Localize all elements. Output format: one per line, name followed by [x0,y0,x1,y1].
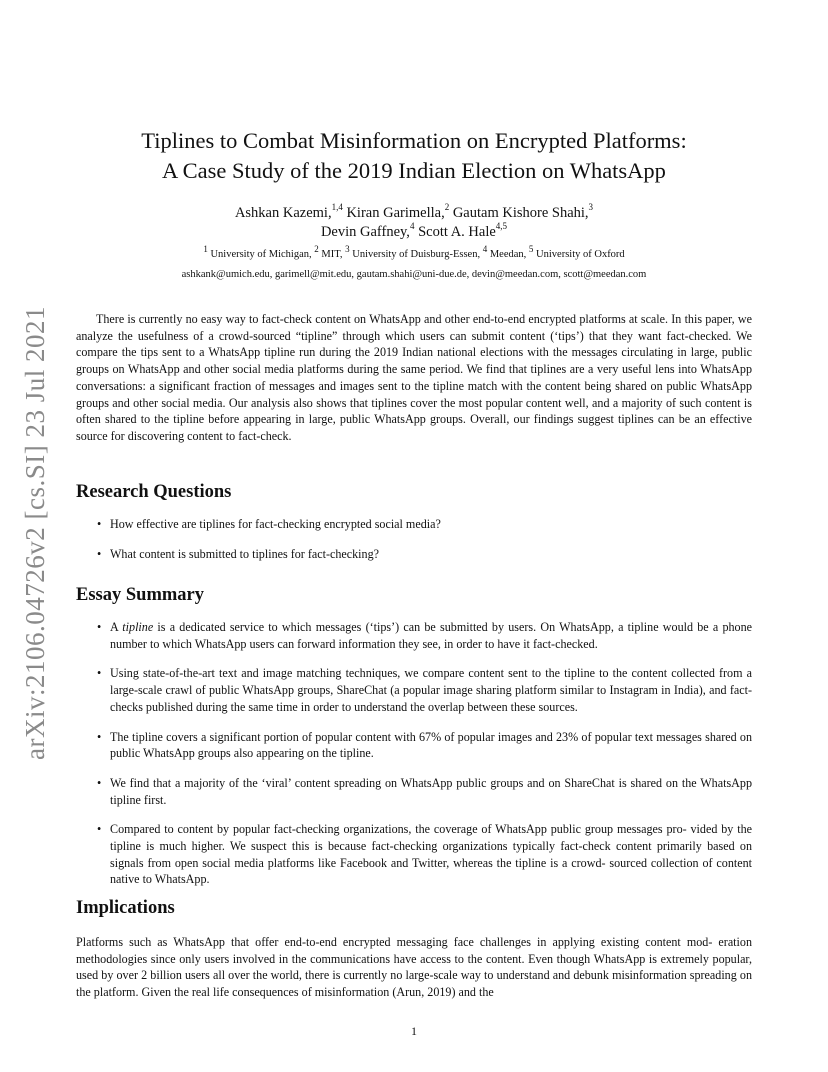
list-item: • How effective are tiplines for fact-checking encrypted social media? [76,516,752,533]
author-emails: ashkank@umich.edu, garimell@mit.edu, gautam.shahi@uni-due.de, devin@meedan.com, scott@meedan.com [181,269,647,280]
author-affiliation: 4,5 [495,221,508,232]
author-name: Ashkan Kazemi, [234,205,332,221]
author-name: Kiran Garimella, [346,205,445,221]
essay-summary-heading: Essay Summary [76,585,204,605]
page-number: 1 [411,1024,417,1038]
list-item: • A tipline is a dedicated service to which messages (‘tips’) can be submitted by users. On WhatsApp, a tipline would be a phone number to which WhatsApp users can forward information they see, in order to have it fact-checked. [76,619,752,652]
research-questions-list [76,516,752,575]
list-item: • The tipline covers a significant portion of popular content with 67% of popular images and 23% of popular text messages shared on public WhatsApp groups also appearing on the tipline. [76,729,752,762]
arxiv-stamp: arXiv:2106.04726v2 [cs.SI] 23 Jul 2021 [20,306,50,760]
author-affiliation: 4 [409,221,415,232]
title-block [76,126,752,282]
author-affiliation: 3 [588,202,594,213]
affiliations: $^1$ University of Michigan, $^2$ MIT, $^3$ University of Duisburg-Essen, $^4$ Meedan, $^5$ University of Oxford [203,243,625,260]
paper-title [76,126,752,186]
list-item: • We find that a majority of the ‘viral’ content spreading on WhatsApp public groups and on ShareChat is shared on the WhatsApp tipline first. [76,775,752,808]
list-item: • Using state-of-the-art text and image matching techniques, we compare content sent to the tipline to the content collected from a large-scale crawl of public WhatsApp groups, ShareChat (a popular image sharing platform similar to Instagram in India), and fact-checks published during the same time in order to understand the overlap between these sources. [76,665,752,715]
implications-heading: Implications [76,898,175,918]
essay-summary-list [76,619,752,901]
implications-text: Platforms such as WhatsApp that offer end-to-end encrypted messaging face challenges in applying existing content mod- eration methodologies since only users involved in the communications have access to the content. Even though WhatsApp is extremely popular, used by over 2 billion users all over the world, there is currently no large-scale way to understand and debunk misinformation spreading on the platform. Given the real life consequences of misinformation (Arun, 2019) and the [76,935,752,1000]
author-affiliation: 1,4 [331,202,343,213]
title-line-1: Tiplines to Combat Misinformation on Encrypted Platforms: [141,128,687,153]
author-name: Scott A. Hale [418,224,496,240]
author-name: Gautam Kishore Shahi, [452,205,589,221]
emphasis-term: tipline [122,620,154,634]
abstract: There is currently no easy way to fact-check content on WhatsApp and other end-to-end encrypted platforms at scale. In this paper, we analyze the usefulness of a crowd-sourced “tipline” through which users can submit content (‘tips’) that they want fact-checked. We compare the tips sent to a WhatsApp tipline run during the 2019 Indian national elections with the messages circulating in large, public groups on WhatsApp and other social media platforms during the same period. We find that tiplines are a very useful lens into WhatsApp conversations: a significant fraction of messages and images sent to the tipline match with the content being shared on public WhatsApp groups and other social media. Our analysis also shows that tiplines cover the most popular content well, and a majority of such content is often shared to the tipline before appearing in large, public WhatsApp groups. Overall, our findings suggest tiplines can be an effective source for discovering content to fact-check. [76,312,752,443]
list-item: • What content is submitted to tiplines for fact-checking? [76,546,752,563]
author-list [76,204,752,242]
research-questions-heading: Research Questions [76,482,232,502]
author-affiliation: 2 [444,202,450,213]
author-name: Devin Gaffney, [320,224,410,240]
title-line-2: A Case Study of the 2019 Indian Election on WhatsApp [162,158,666,183]
list-item: • Compared to content by popular fact-checking organizations, the coverage of WhatsApp public group messages pro- vided by the tipline is much higher. We suspect this is because fact-checking organizations typically fact-check content primarily based on signals from open social media platforms like Facebook and Twitter, whereas the tipline is a crowd- sourced collection of content native to WhatsApp. [76,821,752,888]
